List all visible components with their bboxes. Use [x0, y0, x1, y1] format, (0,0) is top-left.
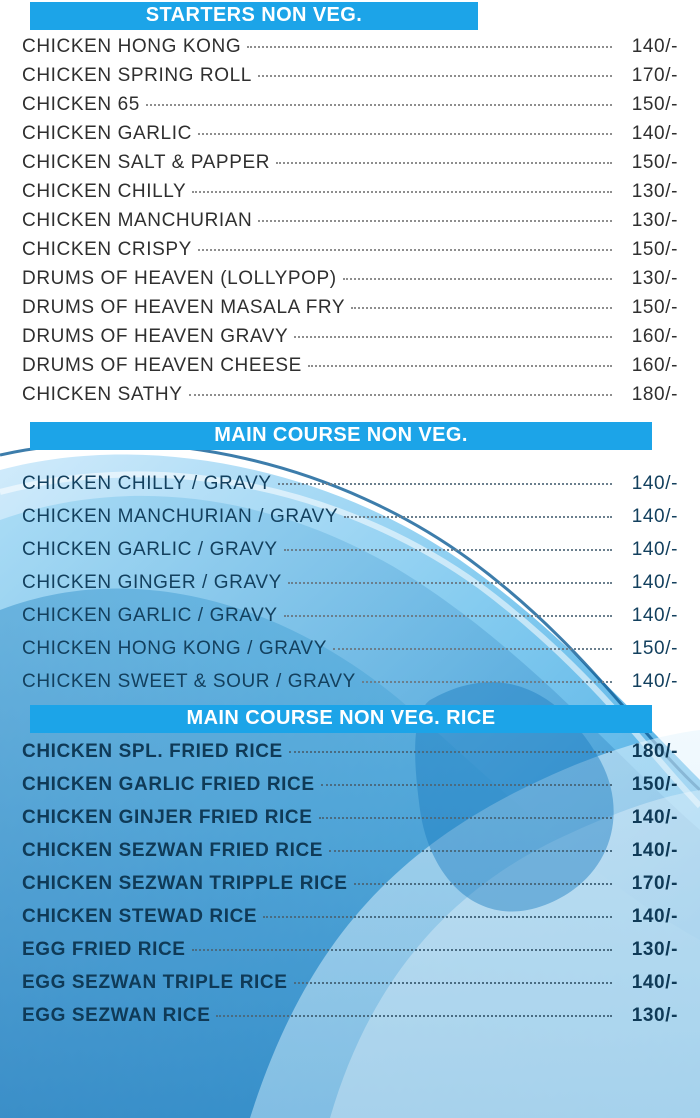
item-name: CHICKEN CRISPY: [22, 239, 192, 260]
item-price: 130/-: [631, 210, 678, 231]
leader-dots: [263, 915, 612, 918]
section-main-course-non-veg-rice: [22, 705, 678, 1032]
leader-dots: [333, 647, 612, 650]
leader-dots: [344, 515, 612, 518]
item-name: DRUMS OF HEAVEN MASALA FRY: [22, 297, 346, 318]
leader-dots: [146, 103, 612, 106]
menu-item: [22, 119, 678, 148]
item-name: CHICKEN CHILLY / GRAVY: [22, 473, 272, 494]
menu-item: [22, 599, 678, 632]
menu-item: [22, 351, 678, 380]
section-main-course-non-veg: [22, 422, 678, 698]
leader-dots: [329, 849, 612, 852]
leader-dots: [308, 364, 612, 367]
menu-item: [22, 293, 678, 322]
menu-item: [22, 867, 678, 900]
item-name: CHICKEN SATHY: [22, 384, 183, 405]
item-name: DRUMS OF HEAVEN CHEESE: [22, 355, 302, 376]
item-name: CHICKEN SEZWAN FRIED RICE: [22, 840, 324, 861]
item-name: CHICKEN 65: [22, 94, 140, 115]
item-name: CHICKEN SPRING ROLL: [22, 65, 252, 86]
item-name: EGG SEZWAN TRIPLE RICE: [22, 972, 288, 993]
leader-dots: [276, 161, 612, 164]
leader-dots: [351, 306, 612, 309]
section-title-main-course: MAIN COURSE NON VEG.: [30, 422, 652, 450]
leader-dots: [198, 248, 612, 251]
leader-dots: [319, 816, 612, 819]
leader-dots: [258, 219, 612, 222]
leader-dots: [258, 74, 612, 77]
item-name: DRUMS OF HEAVEN GRAVY: [22, 326, 289, 347]
item-price: 140/-: [631, 36, 678, 57]
menu-item: [22, 32, 678, 61]
item-name: CHICKEN MANCHURIAN / GRAVY: [22, 506, 339, 527]
item-price: 140/-: [631, 539, 678, 560]
menu-item: [22, 264, 678, 293]
item-price: 140/-: [631, 605, 678, 626]
item-price: 150/-: [631, 774, 678, 795]
leader-dots: [284, 548, 612, 551]
item-name: CHICKEN GINJER FRIED RICE: [22, 807, 313, 828]
item-name: CHICKEN SALT & PAPPER: [22, 152, 271, 173]
leader-dots: [289, 750, 612, 753]
section-title-rice: MAIN COURSE NON VEG. RICE: [30, 705, 652, 733]
menu-item: [22, 500, 678, 533]
menu-item: [22, 900, 678, 933]
item-price: 180/-: [631, 384, 678, 405]
item-price: 180/-: [631, 741, 678, 762]
item-name: CHICKEN GINGER / GRAVY: [22, 572, 282, 593]
item-price: 130/-: [631, 181, 678, 202]
leader-dots: [343, 277, 612, 280]
item-price: 140/-: [631, 473, 678, 494]
menu-item: [22, 235, 678, 264]
menu-item: [22, 999, 678, 1032]
item-price: 140/-: [631, 840, 678, 861]
item-name: CHICKEN GARLIC: [22, 123, 192, 144]
leader-dots: [198, 132, 612, 135]
menu-item: [22, 467, 678, 500]
item-name: CHICKEN HONG KONG / GRAVY: [22, 638, 327, 659]
menu-item: [22, 735, 678, 768]
leader-dots: [278, 482, 612, 485]
menu-item: [22, 533, 678, 566]
item-list-rice: [22, 735, 678, 1032]
leader-dots: [294, 981, 613, 984]
leader-dots: [247, 45, 612, 48]
menu-item: [22, 177, 678, 206]
menu-item: [22, 966, 678, 999]
menu-item: [22, 768, 678, 801]
item-name: EGG SEZWAN RICE: [22, 1005, 211, 1026]
leader-dots: [354, 882, 613, 885]
item-name: CHICKEN CHILLY: [22, 181, 187, 202]
item-price: 170/-: [631, 873, 678, 894]
item-price: 150/-: [631, 239, 678, 260]
item-price: 140/-: [631, 671, 678, 692]
item-name: CHICKEN GARLIC / GRAVY: [22, 605, 278, 626]
item-price: 130/-: [631, 939, 678, 960]
item-name: CHICKEN GARLIC FRIED RICE: [22, 774, 315, 795]
menu-item: [22, 61, 678, 90]
menu-item: [22, 566, 678, 599]
menu-item: [22, 148, 678, 177]
item-name: CHICKEN GARLIC / GRAVY: [22, 539, 278, 560]
item-name: CHICKEN HONG KONG: [22, 36, 242, 57]
item-price: 140/-: [631, 807, 678, 828]
leader-dots: [192, 190, 612, 193]
item-name: CHICKEN STEWAD RICE: [22, 906, 258, 927]
menu-item: [22, 665, 678, 698]
leader-dots: [216, 1014, 612, 1017]
item-price: 150/-: [631, 638, 678, 659]
leader-dots: [189, 393, 612, 396]
menu-item: [22, 90, 678, 119]
item-list-starters: [22, 32, 678, 409]
menu-item: [22, 801, 678, 834]
item-price: 160/-: [631, 326, 678, 347]
item-price: 150/-: [631, 94, 678, 115]
item-price: 140/-: [631, 906, 678, 927]
item-price: 140/-: [631, 506, 678, 527]
item-price: 140/-: [631, 123, 678, 144]
item-name: CHICKEN MANCHURIAN: [22, 210, 253, 231]
item-list-main-course: [22, 467, 678, 698]
item-price: 140/-: [631, 572, 678, 593]
menu-item: [22, 834, 678, 867]
item-name: CHICKEN SEZWAN TRIPPLE RICE: [22, 873, 348, 894]
item-price: 140/-: [631, 972, 678, 993]
leader-dots: [288, 581, 612, 584]
leader-dots: [321, 783, 612, 786]
menu-item: [22, 632, 678, 665]
menu-item: [22, 933, 678, 966]
menu-item: [22, 206, 678, 235]
item-name: EGG FRIED RICE: [22, 939, 186, 960]
item-price: 130/-: [631, 1005, 678, 1026]
leader-dots: [362, 680, 612, 683]
item-price: 170/-: [631, 65, 678, 86]
item-name: CHICKEN SWEET & SOUR / GRAVY: [22, 671, 356, 692]
menu-item: [22, 380, 678, 409]
section-title-starters: STARTERS NON VEG.: [30, 2, 478, 30]
leader-dots: [294, 335, 612, 338]
leader-dots: [192, 948, 612, 951]
item-price: 130/-: [631, 268, 678, 289]
leader-dots: [284, 614, 612, 617]
menu-item: [22, 322, 678, 351]
item-name: DRUMS OF HEAVEN (LOLLYPOP): [22, 268, 337, 289]
item-price: 160/-: [631, 355, 678, 376]
section-starters-non-veg: [22, 0, 678, 409]
item-name: CHICKEN SPL. FRIED RICE: [22, 741, 283, 762]
item-price: 150/-: [631, 152, 678, 173]
item-price: 150/-: [631, 297, 678, 318]
